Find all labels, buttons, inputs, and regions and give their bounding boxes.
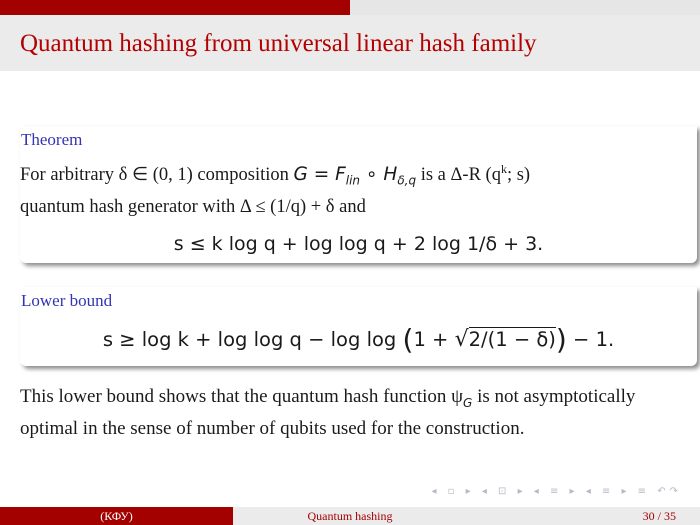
slide-title: Quantum hashing from universal linear hash family: [20, 30, 537, 57]
composition-sub: δ,q: [397, 173, 417, 188]
paragraph-part1: This lower bound shows that the quantum hash function ψ: [20, 386, 464, 407]
footer-title: Quantum hashing: [233, 507, 467, 525]
composition-h: ∘ H: [360, 164, 398, 186]
theorem-line1-text: For arbitrary δ ∈ (0, 1) composition: [20, 165, 289, 186]
theorem-line2: quantum hash generator with Δ ≤ (1/q) + δ and: [20, 196, 366, 217]
progress-fill: [0, 0, 350, 15]
paragraph-sub: G: [463, 395, 473, 410]
navigation-controls[interactable]: ◂ ▫ ▸ ◂ ⊡ ▸ ◂ ≡ ▸ ◂ ≡ ▸ ≡ ↶↷: [431, 486, 682, 497]
lower-bound-equation: [20, 323, 697, 366]
theorem-line1: [20, 156, 689, 194]
generator-exp: k: [500, 162, 507, 176]
progress-bar: [0, 0, 700, 15]
lb-paren-open: (: [402, 323, 414, 356]
paragraph-part2: is not asymptotically optimal in the sense of number of qubits used for the construction.: [20, 386, 636, 439]
lb-eq-radicand: 2/(1 − δ): [468, 328, 556, 351]
lower-bound-heading: Lower bound: [21, 291, 113, 310]
generator-s: ; s): [506, 165, 531, 186]
composition-g: G = F: [293, 164, 346, 186]
theorem-body: [20, 156, 697, 220]
generator-type: is a Δ-R (q: [416, 165, 501, 186]
composition-lin: lin: [345, 173, 361, 188]
lower-bound-block: [20, 287, 697, 366]
footer-author: (КФУ): [0, 507, 233, 525]
composition-expr: [293, 164, 417, 188]
theorem-block: [20, 126, 697, 263]
lb-paren-close: ): [555, 323, 567, 356]
footer-page: [467, 507, 700, 525]
lb-eq-part3: − 1.: [566, 328, 615, 351]
theorem-equation: s ≤ k log q + log log q + 2 log 1/δ + 3.: [173, 232, 544, 255]
lb-eq-part2: 1 +: [413, 328, 455, 351]
sqrt-sign: √: [454, 327, 469, 352]
conclusion-paragraph: [20, 384, 685, 442]
theorem-heading: Theorem: [21, 130, 83, 149]
page-number: 30 / 35: [642, 509, 676, 523]
lb-eq-part1: s ≥ log k + log log q − log log: [102, 328, 397, 351]
footer: [0, 507, 700, 525]
